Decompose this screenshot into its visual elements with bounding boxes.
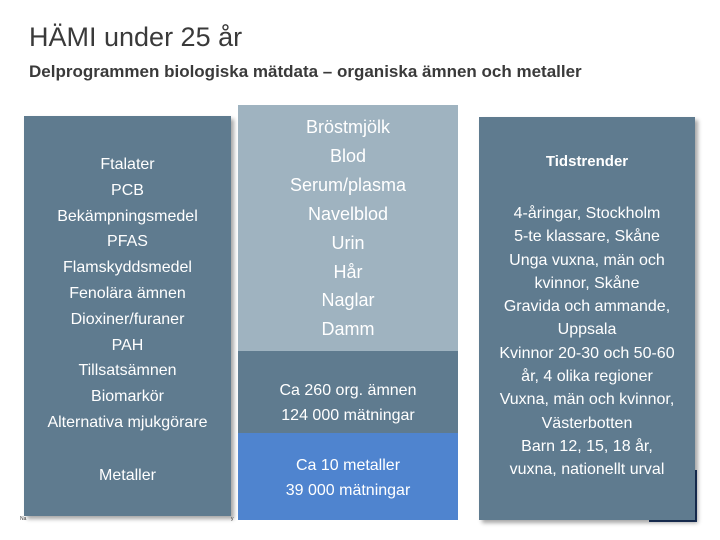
substance-item: Fenolära ämnen (69, 284, 186, 302)
trend-item: Barn 12, 15, 18 år, (521, 437, 653, 455)
page-subtitle: Delprogrammen biologiska mätdata – organiska ämnen och metaller (29, 62, 582, 81)
substance-item: Alternativa mjukgörare (47, 413, 208, 431)
organic-measurements: 124 000 mätningar (281, 407, 415, 424)
trend-item: år, 4 olika regioner (521, 368, 653, 386)
trend-item: kvinnor, Skåne (534, 274, 640, 292)
matrix-item: Navelblod (307, 203, 389, 224)
matrix-item: Urin (331, 232, 365, 253)
substance-item: PFAS (107, 233, 148, 251)
trend-item: Gravida och ammande, (503, 298, 671, 316)
matrix-item: Blod (329, 145, 367, 166)
footer-text: Na (20, 516, 27, 522)
substance-item: Bekämpningsmedel (57, 207, 198, 225)
matrices-panel (238, 105, 458, 351)
matrix-item: Hår (333, 261, 363, 282)
organic-summary-panel (238, 351, 458, 433)
substance-item: Tillsatsämnen (78, 362, 177, 380)
trend-item: Unga vuxna, män och (509, 251, 665, 269)
metal-measurements: 39 000 mätningar (285, 482, 411, 499)
organic-count: Ca 260 org. ämnen (279, 382, 417, 399)
substance-item: PCB (111, 181, 144, 199)
trend-item: 5-te klassare, Skåne (514, 228, 660, 246)
matrix-list (238, 113, 458, 344)
substance-item: Biomarkör (91, 388, 164, 406)
matrix-item: Naglar (321, 290, 375, 311)
page-title: HÄMI under 25 år (29, 22, 243, 52)
substance-item: PAH (111, 336, 144, 354)
trend-item: 4-åringar, Stockholm (513, 205, 661, 222)
metals-label: Metaller (99, 467, 156, 484)
matrix-item: Bröstmjölk (305, 117, 390, 137)
trend-item: Kvinnor 20-30 och 50-60 (499, 344, 675, 362)
footer-text: y (231, 516, 234, 522)
substance-list (24, 152, 231, 436)
matrix-item: Serum/plasma (289, 174, 407, 195)
metal-count: Ca 10 metaller (295, 457, 401, 474)
trend-item: Vuxna, män och kvinnor, (499, 391, 675, 409)
time-trends-heading: Tidstrender (545, 153, 629, 170)
substance-item: Ftalater (100, 156, 155, 173)
substances-panel (24, 116, 231, 516)
trend-item: Uppsala (557, 321, 617, 339)
substance-item: Dioxiner/furaner (70, 310, 185, 328)
substance-item: Flamskyddsmedel (63, 259, 192, 277)
metal-summary-panel (238, 433, 458, 520)
time-trends-list (479, 202, 695, 482)
trend-item: Västerbotten (541, 414, 633, 432)
trend-item: vuxna, nationellt urval (509, 461, 665, 479)
time-trends-panel (479, 117, 695, 520)
matrix-item: Damm (321, 319, 375, 340)
